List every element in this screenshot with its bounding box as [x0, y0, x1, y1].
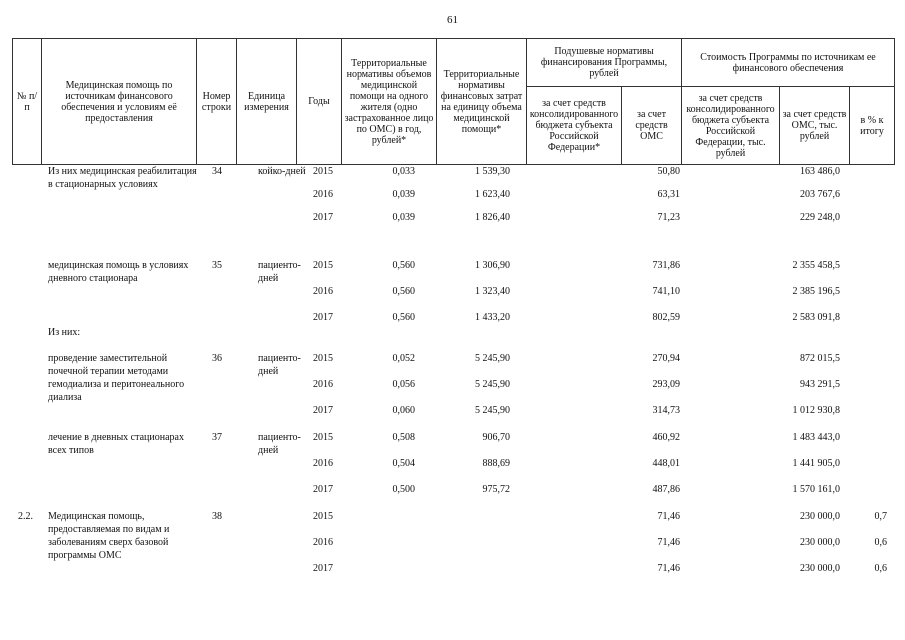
row-year: 2017: [313, 312, 333, 323]
row-oms-total: 163 486,0: [800, 166, 840, 177]
row-oms-total: 943 291,5: [800, 379, 840, 390]
row-year: 2016: [313, 458, 333, 469]
row-cost: 5 245,90: [475, 405, 510, 416]
row-volume: 0,504: [392, 458, 415, 469]
row-volume: 0,500: [392, 484, 415, 495]
header-sub-budget: за счет средств консолидированного бюджета субъекта Российской Федерации*: [527, 87, 622, 165]
row-volume: 0,056: [392, 379, 415, 390]
header-percapita: Подушевые нормативы финансирования Программы, рублей: [527, 39, 682, 87]
row-desc: лечение в дневных стационарах всех типов: [48, 432, 184, 456]
row-line: 35: [212, 260, 222, 271]
header-type: Медицинская помощь по источникам финансового обеспечения и условиям её предоставления: [42, 39, 197, 165]
row-year: 2015: [313, 260, 333, 271]
row-volume: 0,560: [392, 286, 415, 297]
row-oms: 71,46: [657, 563, 680, 574]
row-volume: 0,039: [392, 212, 415, 223]
row-cost: 5 245,90: [475, 379, 510, 390]
header-program-cost: Стоимость Программы по источникам ее финансового обеспечения: [682, 39, 895, 87]
row-oms: 448,01: [652, 458, 680, 469]
of-them-label: Из них:: [48, 327, 81, 338]
row-year: 2017: [313, 405, 333, 416]
row-desc: медицинская помощь в условиях дневного стационара: [48, 260, 189, 284]
row-oms: 71,46: [657, 511, 680, 522]
row-cost: 888,69: [482, 458, 510, 469]
row-oms: 731,86: [652, 260, 680, 271]
row-year: 2017: [313, 563, 333, 574]
row-oms-total: 872 015,5: [800, 353, 840, 364]
row-line: 34: [212, 166, 222, 177]
row-oms-total: 230 000,0: [800, 537, 840, 548]
row-volume: 0,508: [392, 432, 415, 443]
row-percent: 0,6: [874, 537, 887, 548]
row-year: 2016: [313, 189, 333, 200]
row-year: 2015: [313, 166, 333, 177]
row-volume: 0,039: [392, 189, 415, 200]
table-header: [12, 38, 895, 165]
row-year: 2017: [313, 212, 333, 223]
row-oms: 71,23: [657, 212, 680, 223]
header-num: № п/п: [13, 39, 42, 165]
row-year: 2016: [313, 286, 333, 297]
row-oms-total: 2 355 458,5: [792, 260, 840, 271]
row-oms-total: 1 483 443,0: [792, 432, 840, 443]
row-cost: 1 433,20: [475, 312, 510, 323]
row-line: 38: [212, 511, 222, 522]
row-oms: 741,10: [652, 286, 680, 297]
header-volume: Территориальные нормативы объемов медицинской помощи на одного жителя (одно застрахованное лицо по ОМС) в год, рублей*: [342, 39, 437, 165]
row-oms: 802,59: [652, 312, 680, 323]
row-cost: 1 623,40: [475, 189, 510, 200]
row-oms: 270,94: [652, 353, 680, 364]
row-volume: 0,560: [392, 260, 415, 271]
row-unit: пациенто-дней: [258, 260, 301, 284]
row-cost: 1 826,40: [475, 212, 510, 223]
page-number: 61: [447, 14, 458, 26]
row-year: 2015: [313, 432, 333, 443]
header-sub-percent: в % к итогу: [850, 87, 895, 165]
row-year: 2016: [313, 537, 333, 548]
row-cost: 906,70: [482, 432, 510, 443]
row-oms-total: 2 583 091,8: [792, 312, 840, 323]
row-line: 37: [212, 432, 222, 443]
row-oms: 63,31: [657, 189, 680, 200]
row-cost: 1 306,90: [475, 260, 510, 271]
row-unit: пациенто-дней: [258, 432, 301, 456]
row-cost: 975,72: [482, 484, 510, 495]
row-oms: 293,09: [652, 379, 680, 390]
row-oms: 314,73: [652, 405, 680, 416]
row-oms-total: 230 000,0: [800, 511, 840, 522]
table-body: [0, 165, 905, 635]
row-volume: 0,033: [392, 166, 415, 177]
row-year: 2017: [313, 484, 333, 495]
header-sub-oms-thousand: за счет средств ОМС, тыс. рублей: [780, 87, 850, 165]
row-cost: 5 245,90: [475, 353, 510, 364]
header-unit: Единица измерения: [237, 39, 297, 165]
row-desc: Из них медицинская реабилитация в стационарных условиях: [48, 166, 197, 190]
row-unit: койко-дней: [258, 166, 306, 177]
row-oms: 487,86: [652, 484, 680, 495]
row-cost: 1 323,40: [475, 286, 510, 297]
header-line: Номер строки: [197, 39, 237, 165]
row-oms-total: 203 767,6: [800, 189, 840, 200]
row-line: 36: [212, 353, 222, 364]
row-oms-total: 230 000,0: [800, 563, 840, 574]
row-unit: пациенто-дней: [258, 353, 301, 377]
row-year: 2016: [313, 379, 333, 390]
row-oms-total: 1 441 905,0: [792, 458, 840, 469]
row-percent: 0,6: [874, 563, 887, 574]
row-volume: 0,052: [392, 353, 415, 364]
row-percent: 0,7: [874, 511, 887, 522]
row-volume: 0,060: [392, 405, 415, 416]
row-oms-total: 1 570 161,0: [792, 484, 840, 495]
row-volume: 0,560: [392, 312, 415, 323]
row-year: 2015: [313, 353, 333, 364]
header-cost: Территориальные нормативы финансовых затрат на единицу объема медицинской помощи*: [437, 39, 527, 165]
row-oms-total: 1 012 930,8: [792, 405, 840, 416]
header-sub-oms: за счет средств ОМС: [622, 87, 682, 165]
row-oms: 460,92: [652, 432, 680, 443]
row-oms: 50,80: [657, 166, 680, 177]
row-oms-total: 2 385 196,5: [792, 286, 840, 297]
row-year: 2015: [313, 511, 333, 522]
header-years: Годы: [297, 39, 342, 165]
header-sub-budget-thousand: за счет средств консолидированного бюджета субъекта Российской Федерации, тыс. рублей: [682, 87, 780, 165]
row-oms-total: 229 248,0: [800, 212, 840, 223]
row-desc: проведение заместительной почечной терапии методами гемодиализа и перитонеального диализа: [48, 353, 185, 403]
row-cost: 1 539,30: [475, 166, 510, 177]
row-num: 2.2.: [18, 511, 33, 522]
row-desc: Медицинская помощь, предоставляемая по видам и заболеваниям сверх базовой программы ОМС: [48, 511, 170, 561]
row-oms: 71,46: [657, 537, 680, 548]
